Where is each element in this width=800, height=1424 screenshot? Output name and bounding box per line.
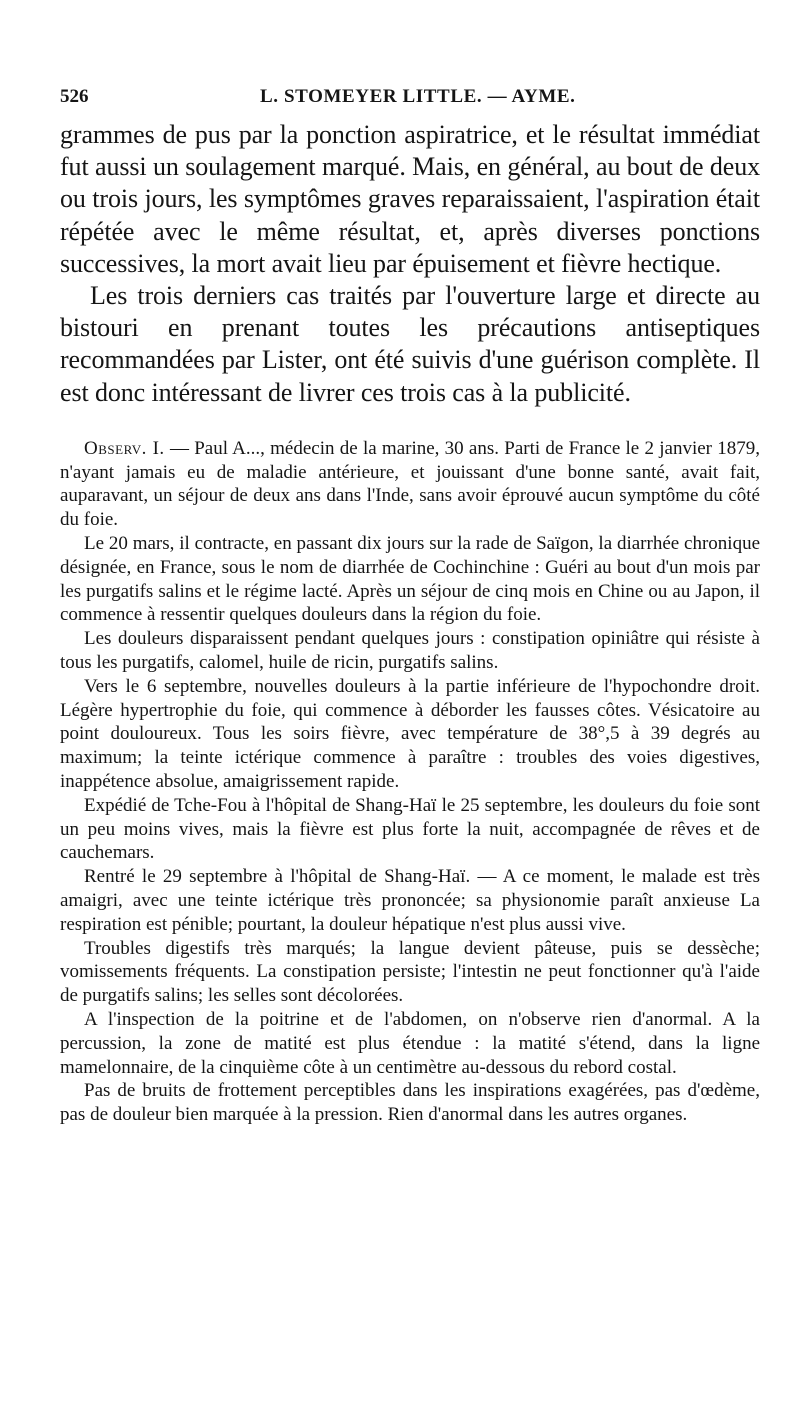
observation-paragraph: Pas de bruits de frottement perceptibles dans les inspirations exagérées, pas d'œdème, pas de douleur bien marquée à la pression. Rien d'anormal dans les autres organes.	[60, 1080, 760, 1126]
paragraph-continued: grammes de pus par la ponction aspiratrice, et le résultat immédiat fut aussi un soulagement marqué. Mais, en général, au bout de deux ou trois jours, les symptômes graves reparaissaient, l'aspiration était répétée avec le même résultat, et, après diverses ponctions successives, la mort avait lieu par épuisement et fièvre hectique.	[60, 120, 760, 278]
observation-section	[60, 437, 760, 1127]
observation-paragraph: Les douleurs disparaissent pendant quelques jours : constipation opiniâtre qui résiste à tous les purgatifs, calomel, huile de ricin, purgatifs salins.	[60, 628, 760, 673]
page-number: 526	[60, 86, 89, 107]
intro-section	[60, 119, 760, 409]
observation-paragraph: Vers le 6 septembre, nouvelles douleurs à la partie inférieure de l'hypochondre droit. Légère hypertrophie du foie, qui commence à déborder les fausses côtes. Vésicatoire au point douloureux. Tous les soirs fièvre, avec température de 38°,5 à 39 degrés au maximum; la teinte ictérique commence à paraître : troubles des voies digestives, inappétence absolue, amaigrissement rapide.	[60, 675, 760, 792]
observation-paragraph: Expédié de Tche-Fou à l'hôpital de Shang-Haï le 25 septembre, les douleurs du foie sont un peu moins vives, mais la fièvre est plus forte la nuit, accompagnée de rêves et de cauchemars.	[60, 794, 760, 864]
observation-paragraph: A l'inspection de la poitrine et de l'abdomen, on n'observe rien d'anormal. A la percussion, la zone de matité est plus étendue : la matité s'étend, dans la ligne mamelonnaire, de la cinquième côte à un centimètre au-dessous du rebord costal.	[60, 1008, 760, 1078]
observation-paragraph: Troubles digestifs très marqués; la langue devient pâteuse, puis se dessèche; vomissements fréquents. La constipation persiste; l'intestin ne peut fonctionner qu'à l'aide de purgatifs salins; les selles sont décolorées.	[60, 937, 760, 1007]
observation-intro: — Paul A..., médecin de la marine, 30 ans. Parti de France le 2 janvier 1879, n'ayant jamais eu de maladie antérieure, et jouissant d'une bonne santé, avait fait, auparavant, un séjour de deux ans dans l'Inde, sans avoir éprouvé aucun symptôme du côté du foie.	[60, 437, 760, 531]
observation-label: Observ. I.	[84, 437, 165, 459]
running-title: L. STOMEYER LITTLE. — AYME.	[260, 86, 576, 107]
running-head	[60, 86, 760, 114]
observation-paragraph: Rentré le 29 septembre à l'hôpital de Shang-Haï. — A ce moment, le malade est très amaigri, avec une teinte ictérique très prononcée; sa physionomie paraît anxieuse La respiration est pénible; pourtant, la douleur hépatique n'est plus aussi vive.	[60, 866, 760, 935]
paragraph-lister-cases: Les trois derniers cas traités par l'ouverture large et directe au bistouri en prenant toutes les précautions antiseptiques recommandées par Lister, ont été suivis d'une guérison complète. Il est donc intéressant de livrer ces trois cas à la publicité.	[60, 281, 760, 407]
observation-paragraph: Le 20 mars, il contracte, en passant dix jours sur la rade de Saïgon, la diarrhée chronique désignée, en France, sous le nom de diarrhée de Cochinchine : Guéri au bout d'un mois par les purgatifs salins et le régime lacté. Après un séjour de cinq mois en Chine ou au Japon, il commence à ressentir quelques douleurs dans la région du foie.	[60, 533, 760, 626]
body-text	[60, 119, 760, 1127]
observation-paragraph	[60, 437, 760, 532]
